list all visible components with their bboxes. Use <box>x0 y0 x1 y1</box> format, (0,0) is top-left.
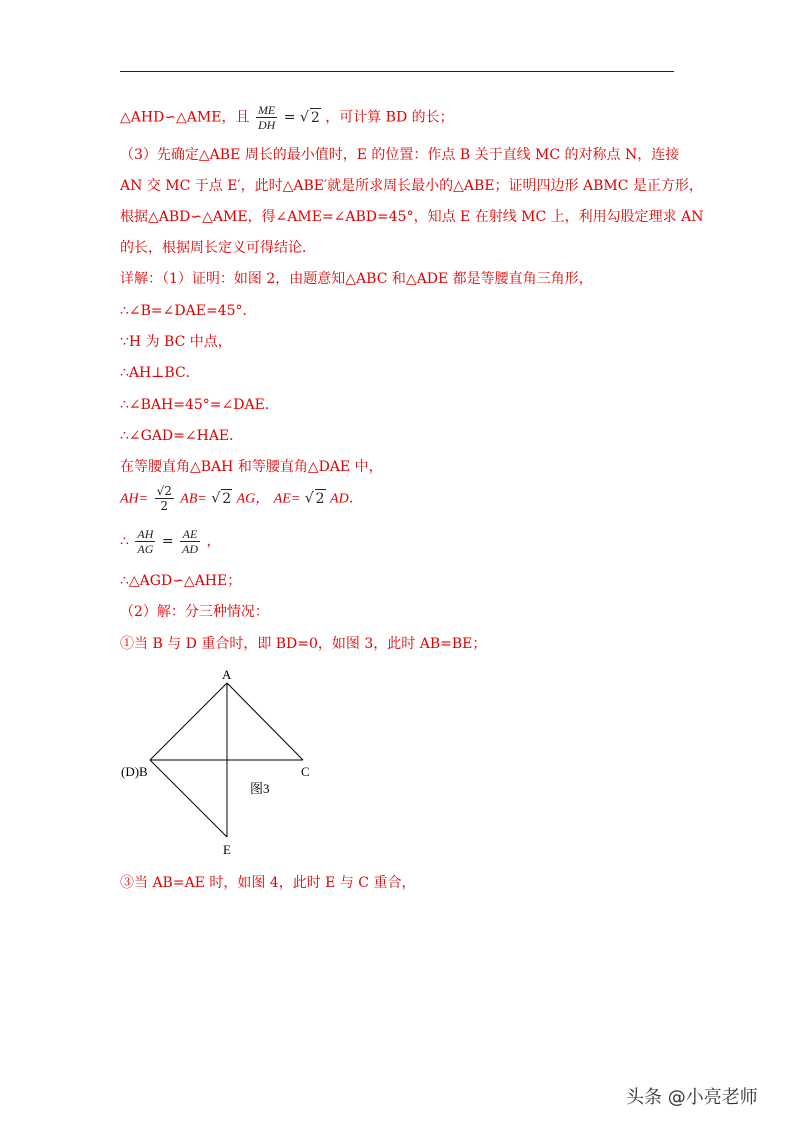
fraction-denominator: DH <box>257 118 276 132</box>
label-a: A <box>222 667 232 682</box>
fraction-numerator: √2 <box>156 484 172 498</box>
fraction-denominator: AG <box>137 542 154 556</box>
segment-be <box>150 760 227 837</box>
line-1-text-b: ，可计算 BD 的长； <box>325 109 454 126</box>
radicand: 2 <box>222 490 232 507</box>
text-line-11: ∴∠GAD=∠HAE． <box>120 428 244 444</box>
text-line-16: （2）解：分三种情况： <box>120 604 269 620</box>
equals-sign: = <box>161 533 174 550</box>
radicand: 2 <box>315 490 325 507</box>
watermark: 头条 @小亮老师 <box>626 1087 758 1108</box>
fraction-numerator: ME <box>256 103 277 118</box>
fraction-me-dh <box>256 103 277 132</box>
text-line-1 <box>120 103 454 132</box>
fraction-denominator: 2 <box>160 499 169 513</box>
comma: ， <box>206 533 221 550</box>
text-line-2: （3）先确定△ABE 周长的最小值时，E 的位置：作点 B 关于直线 MC 的对称点 N，连接 <box>120 147 680 163</box>
text-line-15: ∴△AGD∽△AHE； <box>120 573 242 589</box>
therefore-symbol: ∴ <box>120 533 129 550</box>
text-line-7: ∴∠B=∠DAE=45°． <box>120 303 257 319</box>
figure-caption: 图3 <box>250 781 270 796</box>
text-line-9: ∴AH⊥BC． <box>120 365 200 381</box>
equals-sign: = <box>283 109 296 126</box>
segment-ac <box>227 683 303 760</box>
segment-ab <box>150 683 227 760</box>
formula-ab: AB= <box>180 491 207 507</box>
header-rule <box>120 71 674 72</box>
sqrt-icon: √ <box>304 490 314 507</box>
text-line-17: ①当 B 与 D 重合时，即 BD=0，如图 3，此时 AB=BE； <box>120 636 487 652</box>
text-line-10: ∴∠BAH=45°=∠DAE． <box>120 397 279 413</box>
fraction-sqrt2-over-2 <box>155 484 174 513</box>
text-line-12: 在等腰直角△BAH 和等腰直角△DAE 中， <box>120 459 383 475</box>
figure-3 <box>110 660 340 860</box>
sqrt-icon: √ <box>211 490 221 507</box>
formula-ae: AE= <box>273 491 301 507</box>
text-line-4: 根据△ABD∽△AME，得∠AME=∠ABD=45°，知点 E 在射线 MC 上，利用勾股定理求 AN <box>120 209 704 225</box>
fraction-numerator: AE <box>180 527 200 542</box>
text-line-6: 详解：（1）证明：如图 2，由题意知△ABC 和△ADE 都是等腰直角三角形， <box>120 271 593 287</box>
text-line-13 <box>120 484 363 513</box>
fraction-ae-ad <box>180 527 200 556</box>
label-d-b: (D)B <box>121 764 148 779</box>
fraction-denominator: AD <box>182 542 199 556</box>
text-line-14 <box>120 527 220 556</box>
fraction-numerator: AH <box>137 527 154 541</box>
text-line-5: 的长，根据周长定义可得结论． <box>120 240 316 256</box>
formula-ah: AH= <box>120 491 149 507</box>
fraction-ah-ag <box>135 527 155 556</box>
text-line-8: ∵H 为 BC 中点， <box>120 334 232 350</box>
formula-ag: AG， <box>236 491 270 507</box>
line-1-text-a: △AHD∽△AME，且 <box>120 109 250 126</box>
text-line-3: AN 交 MC 于点 E′，此时△ABE′就是所求周长最小的△ABE；证明四边形 ABMC 是正方形， <box>120 178 703 194</box>
sqrt-icon: √ <box>299 109 309 126</box>
label-e: E <box>223 842 231 857</box>
text-line-18: ③当 AB=AE 时，如图 4，此时 E 与 C 重合， <box>120 875 416 891</box>
formula-ad: AD． <box>330 491 363 507</box>
radicand: 2 <box>310 109 320 126</box>
label-c: C <box>301 764 310 779</box>
